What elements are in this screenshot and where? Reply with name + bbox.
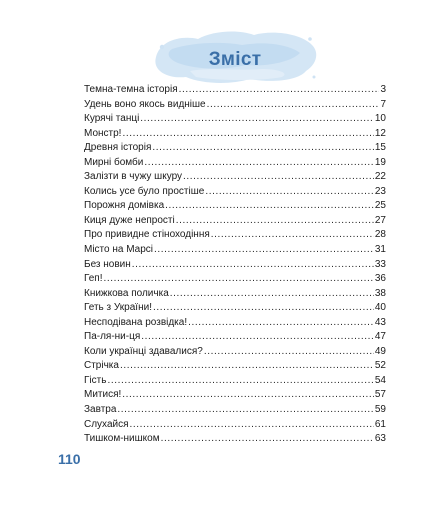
toc-entry-title: Па-ля-ни-ця <box>84 331 141 343</box>
toc-entry-page: 22 <box>374 171 386 183</box>
dot-leader <box>170 287 374 302</box>
toc-entry-page: 54 <box>374 374 386 386</box>
toc-entry-page: 59 <box>374 404 386 416</box>
toc-entry[interactable] <box>84 170 386 185</box>
dot-leader <box>117 403 373 418</box>
toc-entry[interactable] <box>84 272 386 287</box>
toc-entry[interactable] <box>84 359 386 374</box>
toc-entry[interactable] <box>84 98 386 113</box>
dot-leader <box>130 418 374 433</box>
dot-leader <box>204 345 374 360</box>
toc-entry-page: 52 <box>374 360 386 372</box>
toc-entry-page: 12 <box>374 127 386 139</box>
dot-leader <box>205 185 374 200</box>
toc-entry[interactable] <box>84 243 386 258</box>
dot-leader <box>165 199 374 214</box>
dot-leader <box>183 170 374 185</box>
dot-leader <box>120 359 374 374</box>
toc-entry[interactable] <box>84 418 386 433</box>
toc-entry-page: 19 <box>374 156 386 168</box>
toc-entry[interactable] <box>84 127 386 142</box>
toc-entry-title: Курячі танці <box>84 113 140 125</box>
dot-leader <box>188 316 374 331</box>
toc-entry-title: Киця дуже непрості <box>84 214 175 226</box>
toc-entry[interactable] <box>84 345 386 360</box>
toc-entry[interactable] <box>84 199 386 214</box>
toc-entry-page: 27 <box>374 214 386 226</box>
toc-entry[interactable] <box>84 388 386 403</box>
toc-entry-title: Без новин <box>84 258 131 270</box>
toc-entry-title: Про привидне стіноходіння <box>84 229 210 241</box>
toc-entry-title: Порожня домівка <box>84 200 165 212</box>
toc-entry-page: 28 <box>374 229 386 241</box>
toc-entry-page: 7 <box>380 98 386 110</box>
toc-entry-page: 31 <box>374 244 386 256</box>
toc-entry[interactable] <box>84 112 386 127</box>
table-of-contents <box>84 83 386 447</box>
toc-entry[interactable] <box>84 403 386 418</box>
dot-leader <box>107 374 373 389</box>
toc-entry-title: Гість <box>84 374 107 386</box>
toc-entry[interactable] <box>84 316 386 331</box>
dot-leader <box>141 330 374 345</box>
toc-entry-title: Слухайся <box>84 418 129 430</box>
dot-leader <box>207 98 380 113</box>
toc-entry[interactable] <box>84 83 386 98</box>
dot-leader <box>154 243 374 258</box>
dot-leader <box>140 112 374 127</box>
dot-leader <box>176 214 374 229</box>
toc-entry-title: Мирні бомби <box>84 156 144 168</box>
toc-entry[interactable] <box>84 258 386 273</box>
toc-entry-page: 36 <box>374 273 386 285</box>
toc-entry-page: 15 <box>374 142 386 154</box>
toc-entry-page: 61 <box>374 418 386 430</box>
toc-entry-title: Книжкова поличка <box>84 287 169 299</box>
toc-entry-title: Завтра <box>84 404 117 416</box>
toc-entry-title: Залізти в чужу шкуру <box>84 171 183 183</box>
toc-entry[interactable] <box>84 214 386 229</box>
toc-entry[interactable] <box>84 185 386 200</box>
toc-entry[interactable] <box>84 287 386 302</box>
toc-entry-title: Монстр! <box>84 127 122 139</box>
toc-entry-page: 23 <box>374 185 386 197</box>
toc-entry-page: 10 <box>374 113 386 125</box>
page-title: Зміст <box>208 49 262 70</box>
toc-entry-title: Колись усе було простіше <box>84 185 205 197</box>
toc-entry-title: Митися! <box>84 389 122 401</box>
toc-entry-page: 25 <box>374 200 386 212</box>
toc-entry[interactable] <box>84 228 386 243</box>
dot-leader <box>122 127 373 142</box>
toc-entry-title: Стрічка <box>84 360 119 372</box>
toc-entry-title: Темна-темна історія <box>84 84 178 95</box>
toc-entry[interactable] <box>84 432 386 447</box>
page-number: 110 <box>58 451 81 467</box>
toc-entry-page: 63 <box>374 433 386 445</box>
toc-entry[interactable] <box>84 301 386 316</box>
dot-leader <box>122 388 374 403</box>
dot-leader <box>211 228 374 243</box>
toc-entry-page: 43 <box>374 316 386 328</box>
toc-entry[interactable] <box>84 330 386 345</box>
dot-leader <box>153 301 374 316</box>
toc-entry-page: 38 <box>374 287 386 299</box>
toc-entry-page: 49 <box>374 345 386 357</box>
toc-entry-title: Геть з України! <box>84 302 152 314</box>
dot-leader <box>152 141 374 156</box>
toc-entry[interactable] <box>84 141 386 156</box>
toc-entry-title: Несподівана розвідка! <box>84 316 188 328</box>
toc-entry-title: Геп! <box>84 273 103 285</box>
toc-entry-title: Коли українці здавалися? <box>84 345 203 357</box>
dot-leader <box>144 156 374 171</box>
toc-entry-page: 3 <box>380 84 386 95</box>
dot-leader <box>179 83 380 98</box>
toc-entry-page: 33 <box>374 258 386 270</box>
toc-entry-page: 40 <box>374 302 386 314</box>
toc-entry-title: Тишком-нишком <box>84 433 160 445</box>
toc-entry-title: Древня історія <box>84 142 152 154</box>
toc-entry-title: Місто на Марсі <box>84 244 154 256</box>
toc-entry[interactable] <box>84 156 386 171</box>
toc-entry[interactable] <box>84 374 386 389</box>
toc-entry-page: 57 <box>374 389 386 401</box>
toc-entry-page: 47 <box>374 331 386 343</box>
dot-leader <box>132 258 374 273</box>
dot-leader <box>161 432 374 447</box>
dot-leader <box>104 272 374 287</box>
toc-entry-title: Удень воно якось видніше <box>84 98 206 110</box>
